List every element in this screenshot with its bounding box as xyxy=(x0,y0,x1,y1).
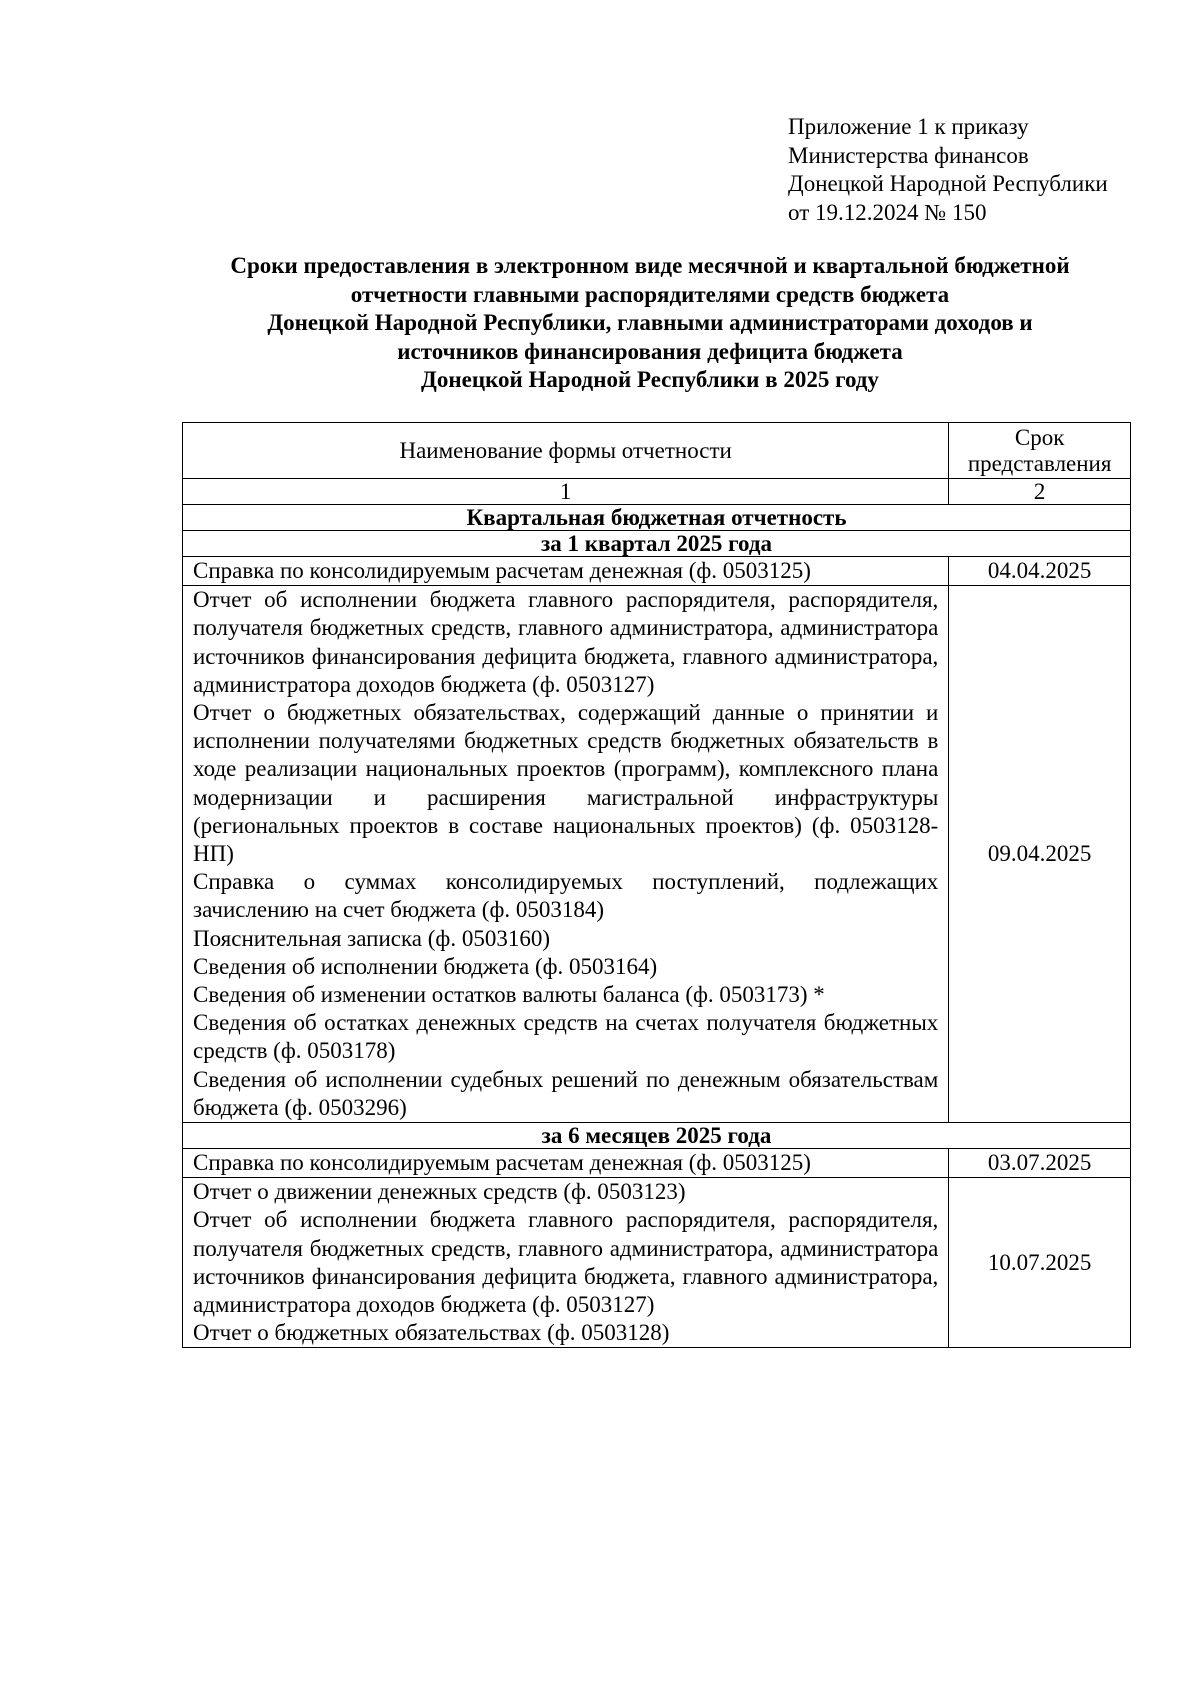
title-line: источников финансирования дефицита бюджета xyxy=(397,338,903,364)
deadline-date: 03.07.2025 xyxy=(949,1149,1131,1178)
form-item: Пояснительная записка (ф. 0503160) xyxy=(193,925,550,951)
section-quarterly: Квартальная бюджетная отчетность xyxy=(183,505,1131,531)
schedule-table xyxy=(182,422,1131,1348)
table-row xyxy=(183,586,1131,1123)
appendix-line: Министерства финансов xyxy=(788,142,1029,168)
form-item: Отчет о движении денежных средств (ф. 0503123) xyxy=(193,1179,686,1205)
appendix-line: Донецкой Народной Республики xyxy=(788,171,1108,196)
form-list xyxy=(183,586,949,1123)
table-row xyxy=(183,557,1131,586)
form-item: Отчет об исполнении бюджета главного распорядителя, распорядителя, получателя бюджетных средств, главного администратора, администратора источников финансирования дефицита бюджета, главного администратора, администратора доходов бюджета (ф. 0503127) xyxy=(193,587,939,697)
form-item: Сведения об исполнении бюджета (ф. 0503164) xyxy=(193,953,658,979)
form-item: Отчет о бюджетных обязательствах (ф. 0503128) xyxy=(193,1320,670,1346)
section-row xyxy=(183,505,1131,531)
period-q1-heading: за 1 квартал 2025 года xyxy=(183,531,1131,557)
form-item: Отчет об исполнении бюджета главного распорядителя, распорядителя, получателя бюджетных средств, главного администратора, администратора источников финансирования дефицита бюджета, главного администратора, администратора доходов бюджета (ф. 0503127) xyxy=(193,1207,939,1318)
form-item: Отчет о бюджетных обязательствах, содержащий данные о принятии и исполнении получателями бюджетных средств бюджетных обязательств в ходе реализации национальных проектов (программ), комплексного плана модернизации и расширения магистральной инфраструктуры (региональных проектов в составе национальных проектов) (ф. 0503128-НП) xyxy=(193,700,939,867)
document-title xyxy=(170,252,1130,395)
appendix-block xyxy=(788,113,1108,227)
table-row xyxy=(183,1178,1131,1348)
table-row xyxy=(183,1149,1131,1178)
period-row xyxy=(183,531,1131,557)
period-row xyxy=(183,1123,1131,1149)
deadline-date: 09.04.2025 xyxy=(949,586,1131,1123)
title-line: Сроки предоставления в электронном виде месячной и квартальной бюджетной xyxy=(230,253,1070,278)
form-item: Сведения об исполнении судебных решений по денежным обязательствам бюджета (ф. 0503296) xyxy=(193,1066,939,1120)
col2-header: Срок представления xyxy=(949,423,1131,479)
appendix-line: Приложение 1 к приказу xyxy=(788,114,1029,139)
form-name: Справка по консолидируемым расчетам денежная (ф. 0503125) xyxy=(183,557,949,586)
col2-number: 2 xyxy=(949,479,1131,505)
table-header-row xyxy=(183,423,1131,479)
form-item: Сведения об изменении остатков валюты баланса (ф. 0503173) * xyxy=(193,982,825,1008)
title-line: Донецкой Народной Республики, главными администраторами доходов и xyxy=(267,310,1033,335)
title-line: отчетности главными распорядителями средств бюджета xyxy=(350,281,950,307)
column-number-row xyxy=(183,479,1131,505)
col1-header: Наименование формы отчетности xyxy=(183,423,949,479)
appendix-line: от 19.12.2024 № 150 xyxy=(788,199,987,225)
form-item: Сведения об остатках денежных средств на счетах получателя бюджетных средств (ф. 0503178) xyxy=(193,1010,939,1064)
title-line: Донецкой Народной Республики в 2025 году xyxy=(421,367,879,392)
form-name: Справка по консолидируемым расчетам денежная (ф. 0503125) xyxy=(183,1149,949,1178)
deadline-date: 04.04.2025 xyxy=(949,557,1131,586)
form-item: Справка о суммах консолидируемых поступлений, подлежащих зачислению на счет бюджета (ф. 0503184) xyxy=(193,869,939,923)
form-list xyxy=(183,1178,949,1348)
deadline-date: 10.07.2025 xyxy=(949,1178,1131,1348)
period-h1-heading: за 6 месяцев 2025 года xyxy=(183,1123,1131,1149)
col1-number: 1 xyxy=(183,479,949,505)
